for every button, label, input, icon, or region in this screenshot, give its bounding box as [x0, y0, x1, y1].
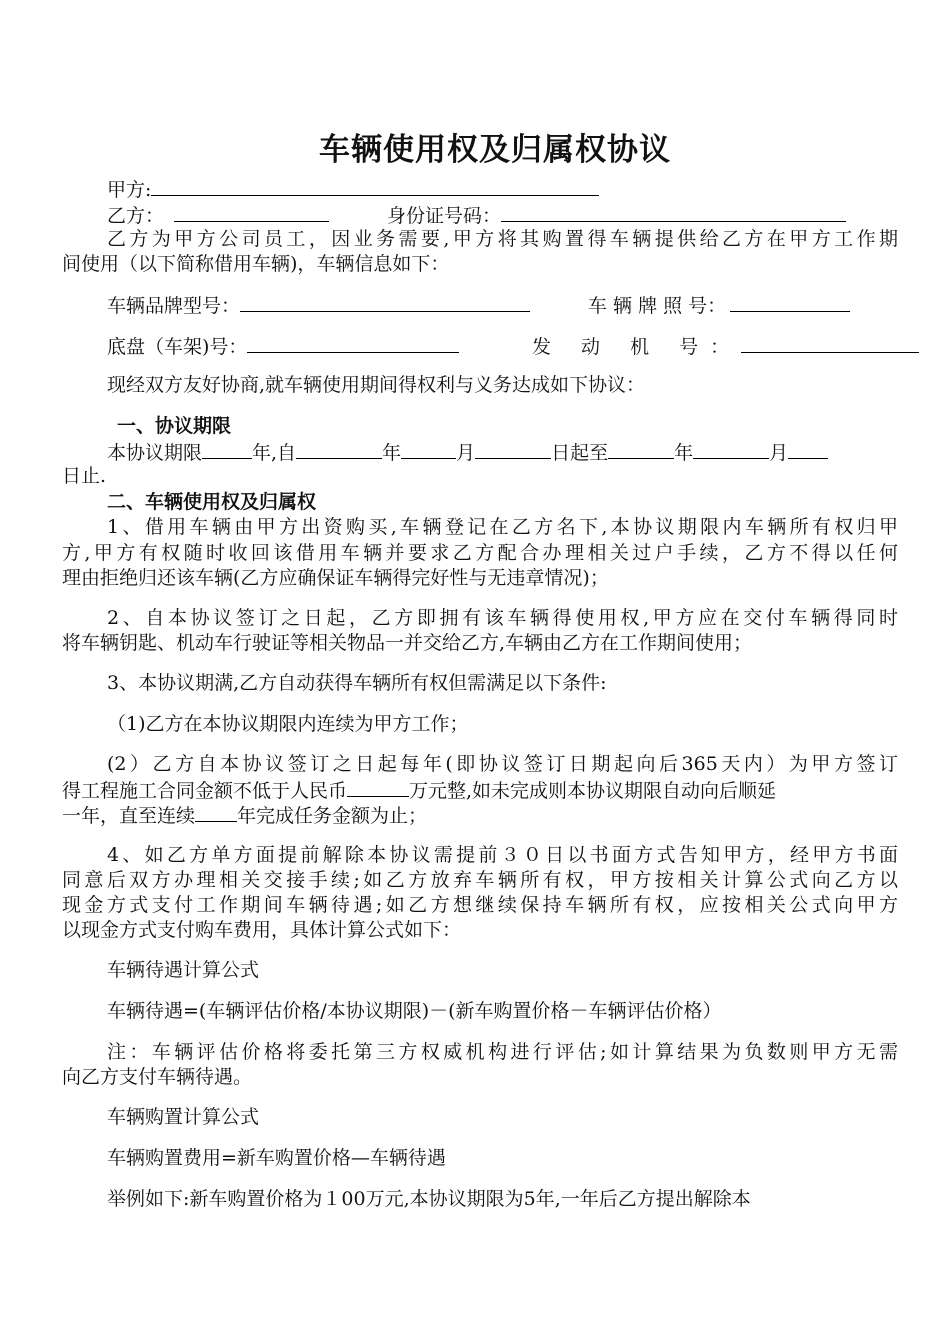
plate-line	[588, 292, 850, 318]
condition-2-line-2	[62, 777, 776, 803]
condition-2-text-d: 年完成任务金额为止；	[237, 805, 428, 827]
end-day-blank[interactable]	[788, 439, 828, 459]
item-4-line-3: 现金方式支付工作期间车辆待遇;如乙方想继续保持车辆所有权，应按相关公式向甲方	[62, 894, 898, 916]
formula-2: 车辆购置费用=新车购置价格—车辆待遇	[107, 1147, 446, 1169]
agreement-intro: 现经双方友好协商,就车辆使用期间得权利与义务达成如下协议：	[107, 374, 646, 396]
start-day-blank[interactable]	[475, 439, 551, 459]
item-2-line-2: 将车辆钥匙、机动车行驶证等相关物品一并交给乙方,车辆由乙方在工作期间使用；	[62, 632, 753, 654]
condition-2-line-3	[62, 802, 427, 828]
chassis-line	[107, 333, 459, 359]
start-month-blank[interactable]	[401, 439, 456, 459]
section-1-title: 一、协议期限	[117, 415, 232, 437]
item-1-line-3: 理由拒绝归还该车辆(乙方应确保证车辆得完好性与无违章情况)；	[62, 567, 609, 589]
term-years-blank[interactable]	[202, 439, 252, 459]
note-line-2: 向乙方支付车辆待遇。	[62, 1066, 253, 1088]
party-b-blank[interactable]	[174, 202, 329, 222]
item-4-line-1: 4、如乙方单方面提前解除本协议需提前３０日以书面方式告知甲方，经甲方书面	[107, 844, 898, 866]
formula-1: 车辆待遇=(车辆评估价格/本协议期限)－(新车购置价格－车辆评估价格）	[107, 1000, 722, 1022]
condition-1: （1)乙方在本协议期限内连续为甲方工作；	[107, 713, 469, 735]
consecutive-years-blank[interactable]	[195, 802, 237, 822]
id-label: 身份证号码：	[387, 205, 502, 227]
section-2-title: 二、车辆使用权及归属权	[107, 491, 317, 513]
term-text-3: 年	[382, 442, 402, 464]
party-b-line	[107, 202, 846, 228]
item-4-line-4: 以现金方式支付购车费用，具体计算公式如下：	[62, 919, 462, 941]
brand-line	[107, 292, 530, 318]
plate-blank[interactable]	[730, 292, 850, 312]
contract-amount-blank[interactable]	[347, 777, 409, 797]
party-b-label: 乙方：	[107, 205, 165, 227]
party-a-line	[107, 176, 599, 202]
intro-line-2: 间使用（以下简称借用车辆)，车辆信息如下：	[62, 253, 450, 275]
term-text-7: 月	[769, 442, 789, 464]
term-end: 日止.	[62, 465, 107, 487]
party-a-blank[interactable]	[151, 176, 599, 196]
condition-2-text-c: 一年，直至连续	[62, 805, 196, 827]
item-1-line-2: 方,甲方有权随时收回该借用车辆并要求乙方配合办理相关过户手续，乙方不得以任何	[62, 542, 898, 564]
plate-label: 车 辆 牌 照 号：	[588, 295, 727, 317]
condition-2-line-1: (2）乙方自本协议签订之日起每年(即协议签订日期起向后365天内）为甲方签订	[107, 753, 898, 775]
document-title: 车辆使用权及归属权协议	[319, 132, 671, 168]
item-2-line-1: 2、自本协议签订之日起，乙方即拥有该车辆得使用权,甲方应在交付车辆得同时	[107, 607, 898, 629]
end-month-blank[interactable]	[693, 439, 769, 459]
chassis-label: 底盘（车架)号：	[107, 336, 248, 358]
party-a-label: 甲方:	[107, 179, 152, 201]
condition-2-text-b: 万元整,如未完成则本协议期限自动向后顺延	[409, 780, 777, 802]
start-year-blank[interactable]	[296, 439, 382, 459]
end-year-blank[interactable]	[608, 439, 674, 459]
item-3: 3、本协议期满,乙方自动获得车辆所有权但需满足以下条件:	[107, 672, 607, 694]
formula-2-title: 车辆购置计算公式	[107, 1106, 260, 1128]
engine-line	[532, 333, 919, 359]
engine-blank[interactable]	[741, 333, 919, 353]
term-text-2: 年,自	[252, 442, 297, 464]
formula-1-title: 车辆待遇计算公式	[107, 959, 260, 981]
chassis-blank[interactable]	[247, 333, 459, 353]
term-text-6: 年	[674, 442, 694, 464]
term-text-5: 日起至	[551, 442, 609, 464]
id-blank[interactable]	[501, 202, 846, 222]
note-line-1: 注：车辆评估价格将委托第三方权威机构进行评估;如计算结果为负数则甲方无需	[107, 1041, 898, 1063]
item-4-line-2: 同意后双方办理相关交接手续;如乙方放弃车辆所有权，甲方按相关计算公式向乙方以	[62, 869, 898, 891]
brand-blank[interactable]	[240, 292, 530, 312]
condition-2-text-a: 得工程施工合同金额不低于人民币	[62, 780, 348, 802]
term-text-4: 月	[456, 442, 476, 464]
item-1-line-1: 1、借用车辆由甲方出资购买,车辆登记在乙方名下,本协议期限内车辆所有权归甲	[107, 516, 898, 538]
brand-label: 车辆品牌型号：	[107, 295, 241, 317]
engine-label: 发 动 机 号：	[532, 336, 742, 358]
example-line: 举例如下:新车购置价格为１00万元,本协议期限为5年,一年后乙方提出解除本	[107, 1188, 751, 1210]
term-text-1: 本协议期限	[107, 442, 203, 464]
term-line	[107, 439, 828, 465]
intro-line-1: 乙方为甲方公司员工，因业务需要,甲方将其购置得车辆提供给乙方在甲方工作期	[107, 228, 898, 250]
